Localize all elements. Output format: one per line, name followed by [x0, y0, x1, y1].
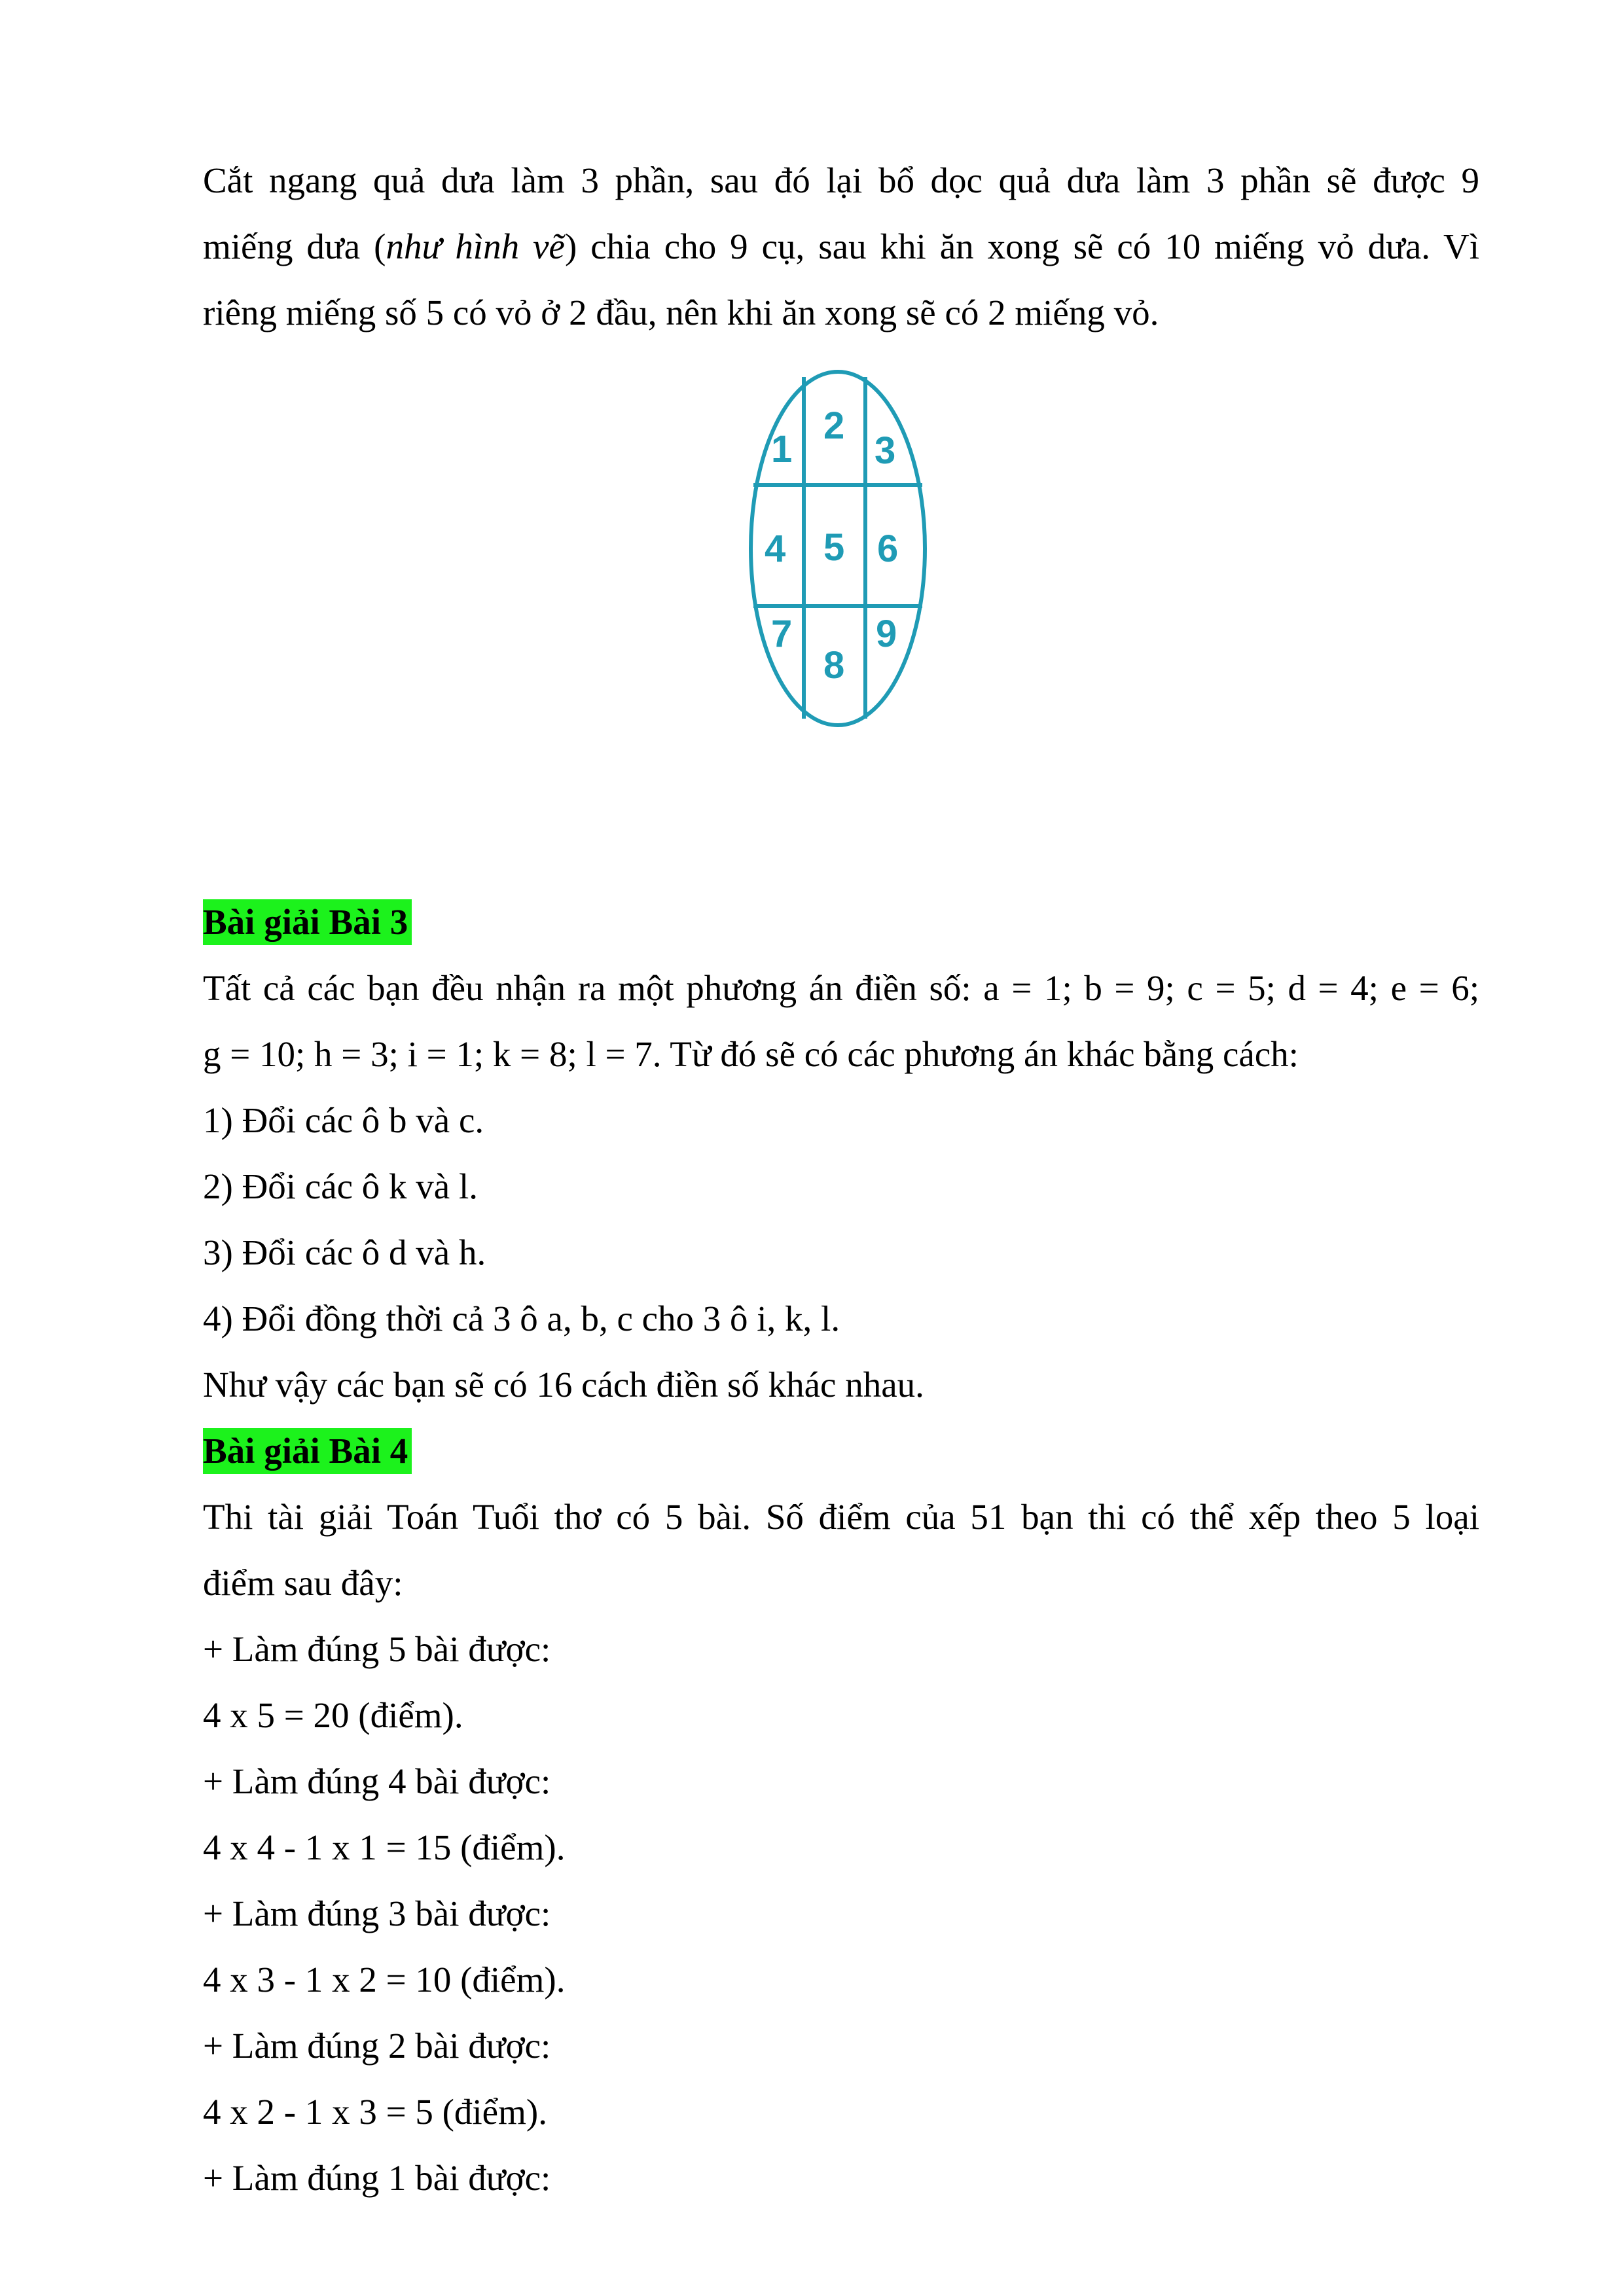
bai3-line: 4) Đổi đồng thời cả 3 ô a, b, c cho 3 ô i, k, l.	[203, 1299, 840, 1338]
piece-label-6: 6	[877, 528, 899, 570]
bai4-line: 4 x 5 = 20 (điểm).	[203, 1695, 463, 1735]
bai4-line: + Làm đúng 1 bài được:	[203, 2158, 551, 2198]
piece-label-3: 3	[875, 429, 896, 472]
bai4-line: + Làm đúng 5 bài được:	[203, 1629, 551, 1669]
bai3-line: g = 10; h = 3; i = 1; k = 8; l = 7. Từ đó sẽ có các phương án khác bằng cách:	[203, 1034, 1299, 1074]
piece-label-1: 1	[771, 428, 793, 471]
bai3-line: 2) Đổi các ô k và l.	[203, 1166, 478, 1206]
melon-slice-figure	[203, 346, 1479, 889]
bai4-line: + Làm đúng 4 bài được:	[203, 1761, 551, 1801]
bai3-line: Tất cả các bạn đều nhận ra một phương án điền số: a = 1; b = 9; c = 5; d = 4; e = 6;	[203, 968, 1479, 1008]
bai3-line: 1) Đổi các ô b và c.	[203, 1100, 484, 1140]
bai4-line: 4 x 2 - 1 x 3 = 5 (điểm).	[203, 2092, 547, 2132]
piece-label-9: 9	[876, 613, 897, 655]
bai3-line: Như vậy các bạn sẽ có 16 cách điền số khác nhau.	[203, 1365, 924, 1405]
bai3-heading: Bài giải Bài 3	[203, 899, 412, 945]
intro-italic-text: như hình vẽ	[386, 226, 565, 266]
piece-label-5: 5	[823, 526, 845, 569]
intro-line-2-end: ) chia cho 9 cụ, sau khi ăn xong sẽ có 10 miếng vỏ dưa. Vì	[564, 226, 1480, 266]
bai3-line: 3) Đổi các ô d và h.	[203, 1232, 486, 1272]
piece-label-8: 8	[823, 644, 845, 687]
bai4-line: + Làm đúng 2 bài được:	[203, 2026, 551, 2066]
document-page	[203, 147, 1479, 2211]
bai3-heading-row	[203, 889, 1479, 955]
piece-label-2: 2	[823, 404, 845, 447]
intro-line-1: Cắt ngang quả dưa làm 3 phần, sau đó lại bổ dọc quả dưa làm 3 phần sẽ được 9	[203, 160, 1479, 200]
bai4-heading: Bài giải Bài 4	[203, 1428, 412, 1474]
piece-label-7: 7	[771, 613, 793, 655]
piece-label-4: 4	[765, 528, 786, 570]
melon-diagram	[746, 365, 929, 732]
bai4-line: 4 x 3 - 1 x 2 = 10 (điểm).	[203, 1960, 566, 2000]
bai4-line: điểm sau đây:	[203, 1563, 403, 1603]
bai4-line: Thi tài giải Toán Tuổi thơ có 5 bài. Số điểm của 51 bạn thi có thể xếp theo 5 loại	[203, 1497, 1479, 1537]
bai4-heading-row	[203, 1418, 1479, 1484]
intro-line-3: riêng miếng số 5 có vỏ ở 2 đầu, nên khi ăn xong sẽ có 2 miếng vỏ.	[203, 293, 1159, 332]
intro-line-2	[203, 213, 1479, 279]
bai4-line: + Làm đúng 3 bài được:	[203, 1893, 551, 1933]
intro-line-2-start: miếng dưa (	[203, 226, 386, 266]
bai4-line: 4 x 4 - 1 x 1 = 15 (điểm).	[203, 1827, 566, 1867]
